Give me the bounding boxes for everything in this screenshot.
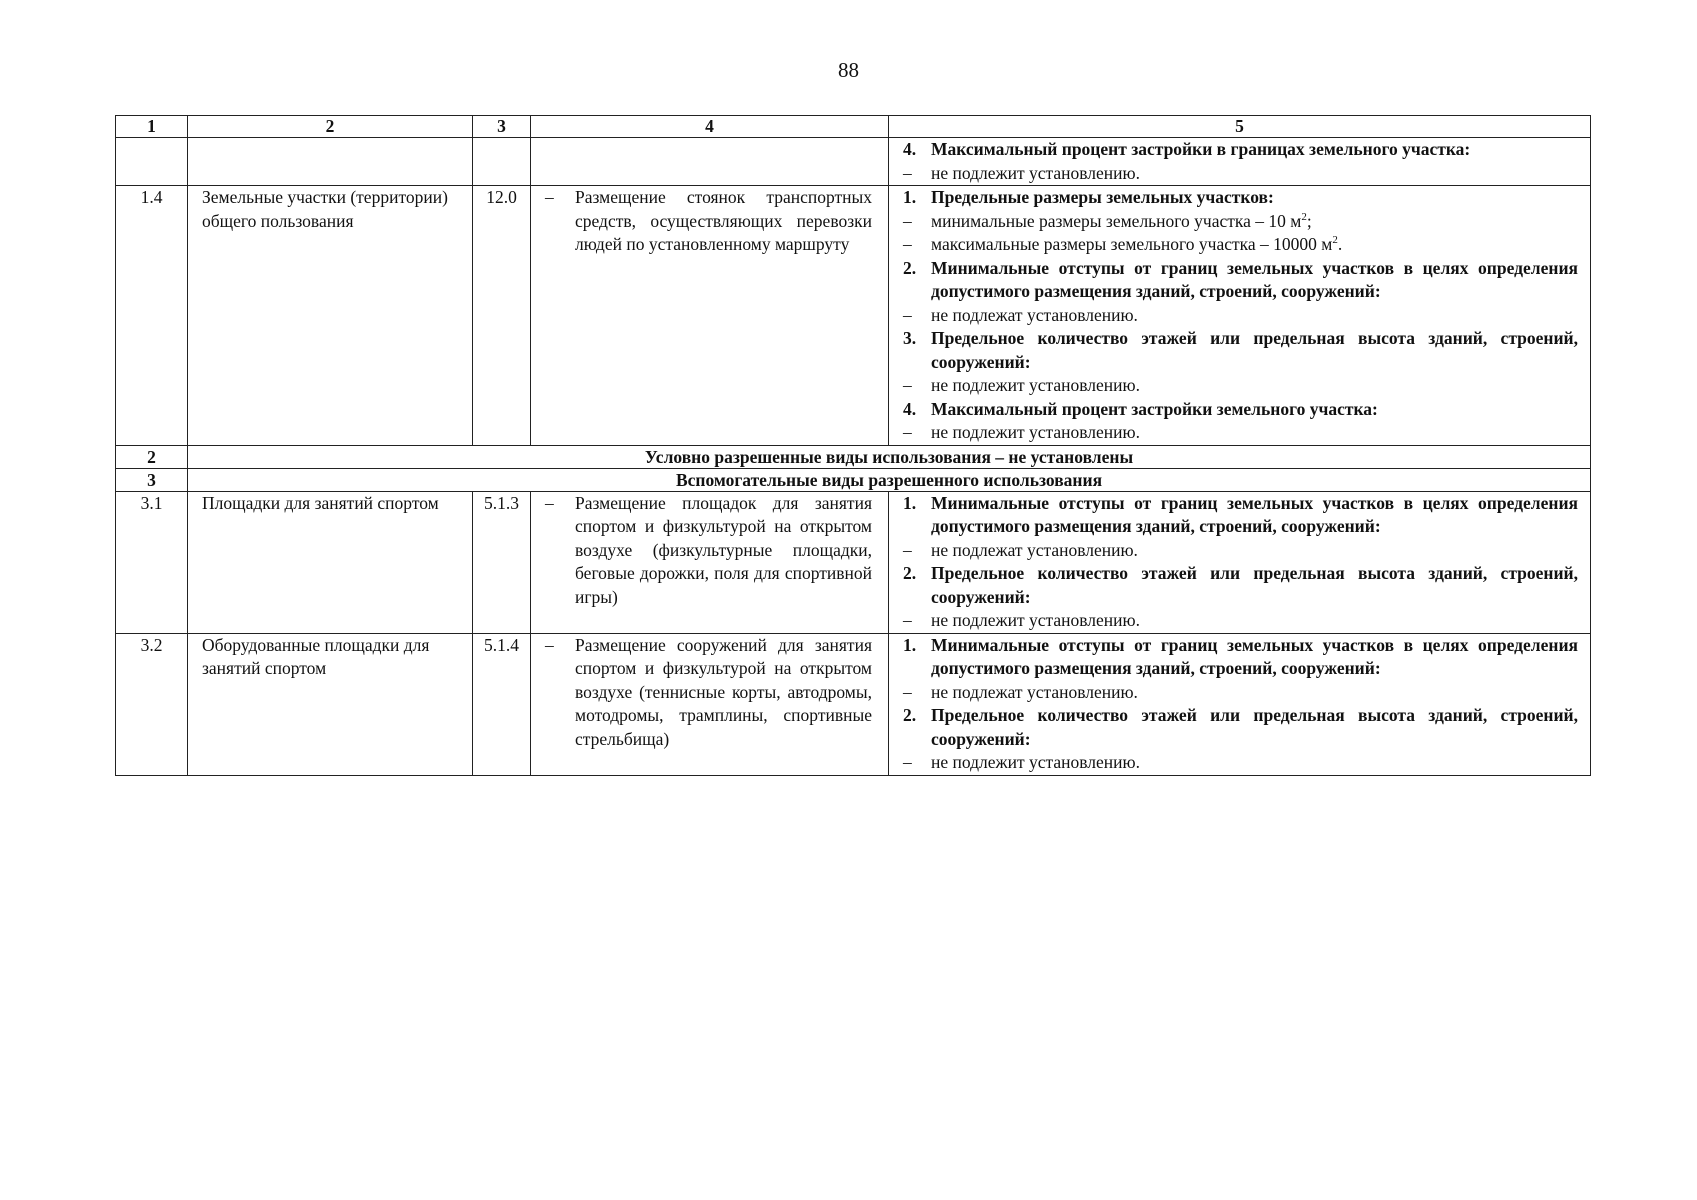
use-description: Размещение сооружений для занятия спортом и физкультурой на открытом воздухе (теннисные корты, автодромы, мотодромы, трамплины, спортивные стрельбища) — [575, 634, 872, 749]
param-title: Минимальные отступы от границ земельных участков в целях определения допустимого размещения зданий, строений, сооружений: — [931, 257, 1578, 301]
use-description: Размещение стоянок транспортных средств, осуществляющих перевозки людей по установленному маршруту — [575, 187, 872, 254]
param-item — [893, 327, 1586, 398]
param-title: Предельное количество этажей или предельная высота зданий, строений, сооружений: — [931, 705, 1578, 749]
param-title: Максимальный процент застройки земельного участка: — [931, 398, 1378, 419]
use-name: Площадки для занятий спортом — [188, 491, 473, 633]
param-value: максимальные размеры земельного участка – 10000 $м^2$. — [931, 234, 1343, 254]
column-header: 1 — [116, 116, 188, 138]
param-item — [893, 492, 1586, 563]
dash-marker: – — [545, 187, 554, 207]
param-title: Минимальные отступы от границ земельных участков в целях определения допустимого размещения зданий, строений, сооружений: — [931, 492, 1578, 536]
dash-marker: – — [903, 304, 912, 325]
use-description-cell — [531, 491, 889, 633]
section-number: 3 — [116, 468, 188, 491]
dash-marker: – — [903, 162, 912, 183]
param-value: не подлежит установлению. — [931, 610, 1140, 630]
dash-marker: – — [903, 375, 912, 395]
cell-empty — [188, 138, 473, 186]
column-header: 3 — [473, 116, 531, 138]
dash-marker: – — [903, 234, 912, 254]
param-title: Минимальные отступы от границ земельных участков в целях определения допустимого размещения зданий, строений, сооружений: — [931, 634, 1578, 678]
use-description-cell — [531, 186, 889, 446]
param-number: 4. — [903, 139, 917, 159]
param-item — [893, 634, 1586, 705]
table-row — [116, 186, 1591, 446]
param-title: Предельное количество этажей или предельная высота зданий, строений, сооружений: — [931, 563, 1578, 607]
section-number: 2 — [116, 445, 188, 468]
zoning-table — [115, 115, 1591, 776]
dash-marker: – — [903, 681, 912, 702]
cell-empty — [116, 138, 188, 186]
param-title: Максимальный процент застройки в границах земельного участка: — [931, 139, 1471, 159]
param-number: 4. — [903, 398, 917, 419]
use-code: 5.1.3 — [473, 491, 531, 633]
param-title: Предельные размеры земельных участков: — [931, 187, 1274, 207]
param-number: 1. — [903, 492, 917, 513]
dash-marker: – — [545, 634, 554, 655]
params-cell — [889, 491, 1591, 633]
param-value: не подлежат установлению. — [931, 304, 1138, 325]
param-value: не подлежит установлению. — [931, 162, 1140, 183]
param-item — [893, 257, 1586, 328]
section-row — [116, 445, 1591, 468]
table-header-row — [116, 116, 1591, 138]
use-description: Размещение площадок для занятия спортом и физкультурой на открытом воздухе (физкультурные площадки, беговые дорожки, поля для спортивной игры) — [575, 492, 872, 607]
param-item — [893, 398, 1586, 445]
dash-marker: – — [903, 752, 912, 772]
dash-marker: – — [903, 210, 912, 231]
section-row — [116, 468, 1591, 491]
param-value: не подлежит установлению. — [931, 375, 1140, 395]
params-cell — [889, 138, 1591, 186]
column-header: 2 — [188, 116, 473, 138]
dash-marker: – — [545, 492, 554, 513]
row-number: 3.2 — [116, 633, 188, 775]
cell-empty — [531, 138, 889, 186]
section-title: Условно разрешенные виды использования – не установлены — [188, 445, 1591, 468]
params-cell — [889, 186, 1591, 446]
param-item — [893, 138, 1586, 185]
dash-marker: – — [903, 422, 912, 442]
param-number: 1. — [903, 187, 917, 207]
param-value: не подлежат установлению. — [931, 681, 1138, 702]
param-number: 1. — [903, 634, 917, 655]
param-number: 2. — [903, 563, 917, 583]
param-value: не подлежат установлению. — [931, 539, 1138, 560]
param-value: минимальные размеры земельного участка – 10 $м^2$; — [931, 210, 1312, 231]
params-cell — [889, 633, 1591, 775]
table-row — [116, 491, 1591, 633]
dash-marker: – — [903, 610, 912, 630]
row-number: 1.4 — [116, 186, 188, 446]
param-title: Предельное количество этажей или предельная высота зданий, строений, сооружений: — [931, 328, 1578, 372]
param-value: не подлежит установлению. — [931, 752, 1140, 772]
param-number: 2. — [903, 705, 917, 725]
row-number: 3.1 — [116, 491, 188, 633]
use-code: 5.1.4 — [473, 633, 531, 775]
param-item — [893, 704, 1586, 775]
param-item — [893, 186, 1586, 257]
use-code: 12.0 — [473, 186, 531, 446]
table-row-continuation — [116, 138, 1591, 186]
column-header: 5 — [889, 116, 1591, 138]
use-name: Оборудованные площадки для занятий спортом — [188, 633, 473, 775]
page-number: 88 — [838, 58, 859, 82]
use-name: Земельные участки (территории) общего пользования — [188, 186, 473, 446]
table-row — [116, 633, 1591, 775]
param-item — [893, 562, 1586, 633]
column-header: 4 — [531, 116, 889, 138]
param-value: не подлежит установлению. — [931, 422, 1140, 442]
use-description-cell — [531, 633, 889, 775]
param-number: 3. — [903, 328, 917, 348]
param-number: 2. — [903, 257, 917, 278]
section-title: Вспомогательные виды разрешенного использования — [188, 468, 1591, 491]
cell-empty — [473, 138, 531, 186]
dash-marker: – — [903, 539, 912, 560]
